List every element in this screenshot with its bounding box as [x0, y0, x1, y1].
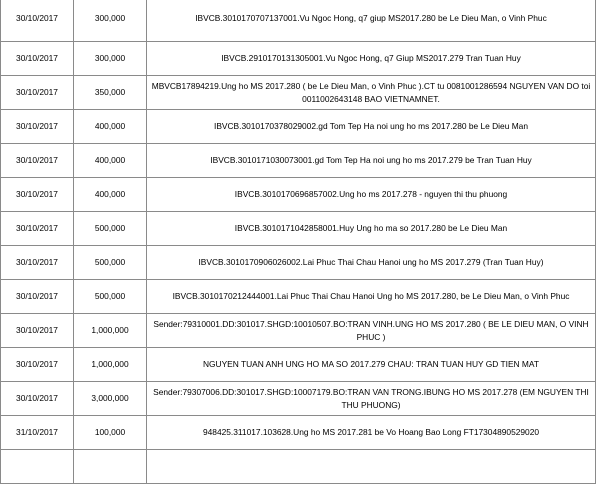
amount-cell: 350,000 — [74, 76, 147, 110]
amount-cell — [74, 450, 147, 484]
table-row — [1, 76, 596, 110]
table-row — [1, 416, 596, 450]
date-cell: 30/10/2017 — [1, 76, 74, 110]
description-cell: IBVCB.3010170707137001.Vu Ngoc Hong, q7 giup MS2017.280 be Le Dieu Man, o Vinh Phuc — [147, 0, 596, 42]
date-cell: 30/10/2017 — [1, 314, 74, 348]
table-row — [1, 212, 596, 246]
amount-cell: 400,000 — [74, 110, 147, 144]
table-row — [1, 348, 596, 382]
table-row — [1, 110, 596, 144]
table-row — [1, 450, 596, 484]
description-cell: IBVCB.3010170378029002.gd Tom Tep Ha noi ung ho ms 2017.280 be Le Dieu Man — [147, 110, 596, 144]
description-cell: IBVCB.3010170906026002.Lai Phuc Thai Chau Hanoi ung ho MS 2017.279 (Tran Tuan Huy) — [147, 246, 596, 280]
table-row — [1, 280, 596, 314]
amount-cell: 500,000 — [74, 212, 147, 246]
date-cell: 30/10/2017 — [1, 110, 74, 144]
amount-cell: 3,000,000 — [74, 382, 147, 416]
date-cell: 30/10/2017 — [1, 0, 74, 42]
table-row — [1, 178, 596, 212]
date-cell: 30/10/2017 — [1, 42, 74, 76]
description-cell: IBVCB.2910170131305001.Vu Ngoc Hong, q7 Giup MS2017.279 Tran Tuan Huy — [147, 42, 596, 76]
amount-cell: 500,000 — [74, 246, 147, 280]
date-cell: 30/10/2017 — [1, 144, 74, 178]
date-cell: 30/10/2017 — [1, 348, 74, 382]
description-cell: NGUYEN TUAN ANH UNG HO MA SO 2017.279 CHAU: TRAN TUAN HUY GD TIEN MAT — [147, 348, 596, 382]
table-row — [1, 382, 596, 416]
amount-cell: 1,000,000 — [74, 348, 147, 382]
description-cell: Sender:79310001.DD:301017.SHGD:10010507.BO:TRAN VINH.UNG HO MS 2017.280 ( BE LE DIEU MAN, O VINH PHUC ) — [147, 314, 596, 348]
table-row — [1, 246, 596, 280]
amount-cell: 300,000 — [74, 42, 147, 76]
date-cell: 30/10/2017 — [1, 212, 74, 246]
description-cell: Sender:79307006.DD:301017.SHGD:10007179.BO:TRAN VAN TRONG.IBUNG HO MS 2017.278 (EM NGUYEN THI THU PHUONG) — [147, 382, 596, 416]
amount-cell: 400,000 — [74, 178, 147, 212]
description-cell: IBVCB.3010171030073001.gd Tom Tep Ha noi ung ho ms 2017.279 be Tran Tuan Huy — [147, 144, 596, 178]
date-cell — [1, 450, 74, 484]
amount-cell: 500,000 — [74, 280, 147, 314]
table-row — [1, 314, 596, 348]
date-cell: 30/10/2017 — [1, 246, 74, 280]
date-cell: 31/10/2017 — [1, 416, 74, 450]
ledger-body — [1, 0, 596, 484]
description-cell: MBVCB17894219.Ung ho MS 2017.280 ( be Le Dieu Man, o Vinh Phuc ).CT tu 0081001286594 NGUYEN VAN DO toi 0011002643148 BAO VIETNAMNET. — [147, 76, 596, 110]
table-row — [1, 144, 596, 178]
date-cell: 30/10/2017 — [1, 178, 74, 212]
description-cell — [147, 450, 596, 484]
description-cell: IBVCB.3010170696857002.Ung ho ms 2017.278 - nguyen thi thu phuong — [147, 178, 596, 212]
amount-cell: 400,000 — [74, 144, 147, 178]
description-cell: 948425.311017.103628.Ung ho MS 2017.281 be Vo Hoang Bao Long FT17304890529020 — [147, 416, 596, 450]
description-cell: IBVCB.3010170212444001.Lai Phuc Thai Chau Hanoi Ung ho MS 2017.280, be Le Dieu Man, o Vinh Phuc — [147, 280, 596, 314]
date-cell: 30/10/2017 — [1, 280, 74, 314]
amount-cell: 100,000 — [74, 416, 147, 450]
amount-cell: 1,000,000 — [74, 314, 147, 348]
table-row — [1, 0, 596, 42]
table-row — [1, 42, 596, 76]
amount-cell: 300,000 — [74, 0, 147, 42]
description-cell: IBVCB.3010171042858001.Huy Ung ho ma so 2017.280 be Le Dieu Man — [147, 212, 596, 246]
date-cell: 30/10/2017 — [1, 382, 74, 416]
